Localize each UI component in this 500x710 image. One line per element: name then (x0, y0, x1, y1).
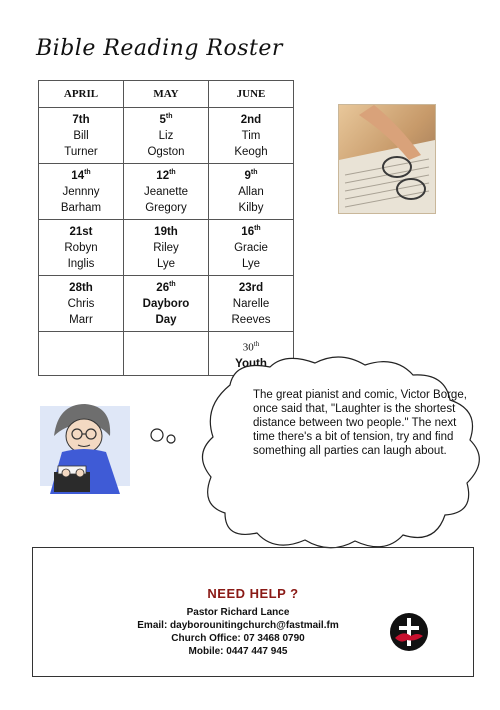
help-box (32, 547, 474, 677)
uniting-church-logo-icon (389, 612, 429, 652)
roster-cell (39, 276, 124, 332)
reader-first-name: Tim (241, 130, 261, 142)
roster-day: 28th (69, 282, 93, 294)
roster-day: 21st (69, 226, 93, 238)
reader-last-name: Barham (60, 202, 102, 214)
reader-first-name: Dayboro (142, 298, 190, 310)
office-phone: Church Office: 07 3468 0790 (171, 633, 305, 644)
reader-last-name: Kilby (238, 202, 264, 214)
quote-text: The great pianist and comic, Victor Borge, once said that, "Laughter is the shortest distance between two people." The next time there's a bit of tension, try and find something all parties can laugh about. (253, 389, 467, 457)
reader-last-name: Lye (241, 258, 261, 270)
reader-first-name: Jennny (62, 186, 100, 198)
contact-details (33, 606, 443, 658)
woman-typing-cartoon (40, 396, 140, 496)
roster-day-ordinal: th (84, 169, 91, 177)
reader-first-name: Bill (73, 130, 89, 142)
page-title: Bible Reading Roster (36, 36, 283, 61)
reader-first-name: Riley (153, 242, 179, 254)
roster-table (38, 80, 294, 376)
reader-last-name: Ogston (147, 146, 185, 158)
bible-reading-photo-image (339, 105, 435, 213)
roster-day-ordinal: th (169, 169, 176, 177)
reader-last-name: Keogh (234, 146, 268, 158)
reader-first-name: Gracie (234, 242, 268, 254)
roster-cell (209, 164, 294, 220)
roster-cell (124, 276, 209, 332)
roster-day: 19th (154, 226, 178, 238)
roster-header-row (39, 81, 294, 108)
roster-cell (209, 220, 294, 276)
roster-day-ordinal: th (253, 340, 260, 348)
roster-day-ordinal: th (254, 225, 261, 233)
reader-first-name: Chris (67, 298, 95, 310)
reader-last-name: Inglis (67, 258, 95, 270)
reader-last-name: Lye (156, 258, 176, 270)
reader-group-name: Youth (235, 357, 267, 370)
roster-row (39, 164, 294, 220)
reader-last-name: Gregory (145, 202, 187, 214)
roster-day: 30 (242, 341, 254, 354)
reader-last-name: Turner (64, 146, 98, 158)
roster-cell (124, 108, 209, 164)
roster-row (39, 108, 294, 164)
reader-first-name: Liz (158, 130, 174, 142)
mobile-phone: Mobile: 0447 447 945 (188, 646, 288, 657)
roster-row (39, 276, 294, 332)
roster-day: 14 (71, 170, 85, 182)
email-line: Email: dayborounitingchurch@fastmail.fm (137, 620, 339, 631)
roster-day: 2nd (240, 114, 262, 126)
reader-first-name: Jeanette (143, 186, 189, 198)
reader-last-name: Reeves (231, 314, 271, 326)
roster-cell (209, 108, 294, 164)
reader-last-name: Day (155, 314, 177, 326)
roster-day: 23rd (238, 282, 264, 294)
month-header: APRIL (39, 81, 124, 108)
reader-last-name: Marr (69, 314, 93, 326)
month-header: MAY (124, 81, 209, 108)
roster-day-ordinal: th (165, 113, 173, 121)
roster-cell (209, 276, 294, 332)
roster-empty-cell (39, 332, 124, 376)
roster-day: 7th (72, 114, 90, 126)
roster-day-ordinal: th (250, 169, 258, 177)
roster-cell (124, 164, 209, 220)
roster-day: 16 (241, 226, 255, 238)
roster-day: 12 (156, 170, 170, 182)
roster-cell (39, 108, 124, 164)
help-title: NEED HELP ? (207, 586, 299, 601)
bible-reading-photo (338, 104, 436, 214)
roster-day: 9 (244, 170, 251, 182)
roster-cell (39, 164, 124, 220)
reader-first-name: Robyn (64, 242, 98, 254)
roster-day-ordinal: th (169, 281, 176, 289)
month-header: JUNE (209, 81, 294, 108)
pastor-name: Pastor Richard Lance (186, 607, 290, 618)
reader-first-name: Narelle (232, 298, 270, 310)
roster-day: 26 (156, 282, 170, 294)
roster-cell (39, 220, 124, 276)
roster-cell (124, 220, 209, 276)
roster-day: 5 (159, 114, 166, 126)
reader-first-name: Allan (238, 186, 264, 198)
roster-row (39, 220, 294, 276)
